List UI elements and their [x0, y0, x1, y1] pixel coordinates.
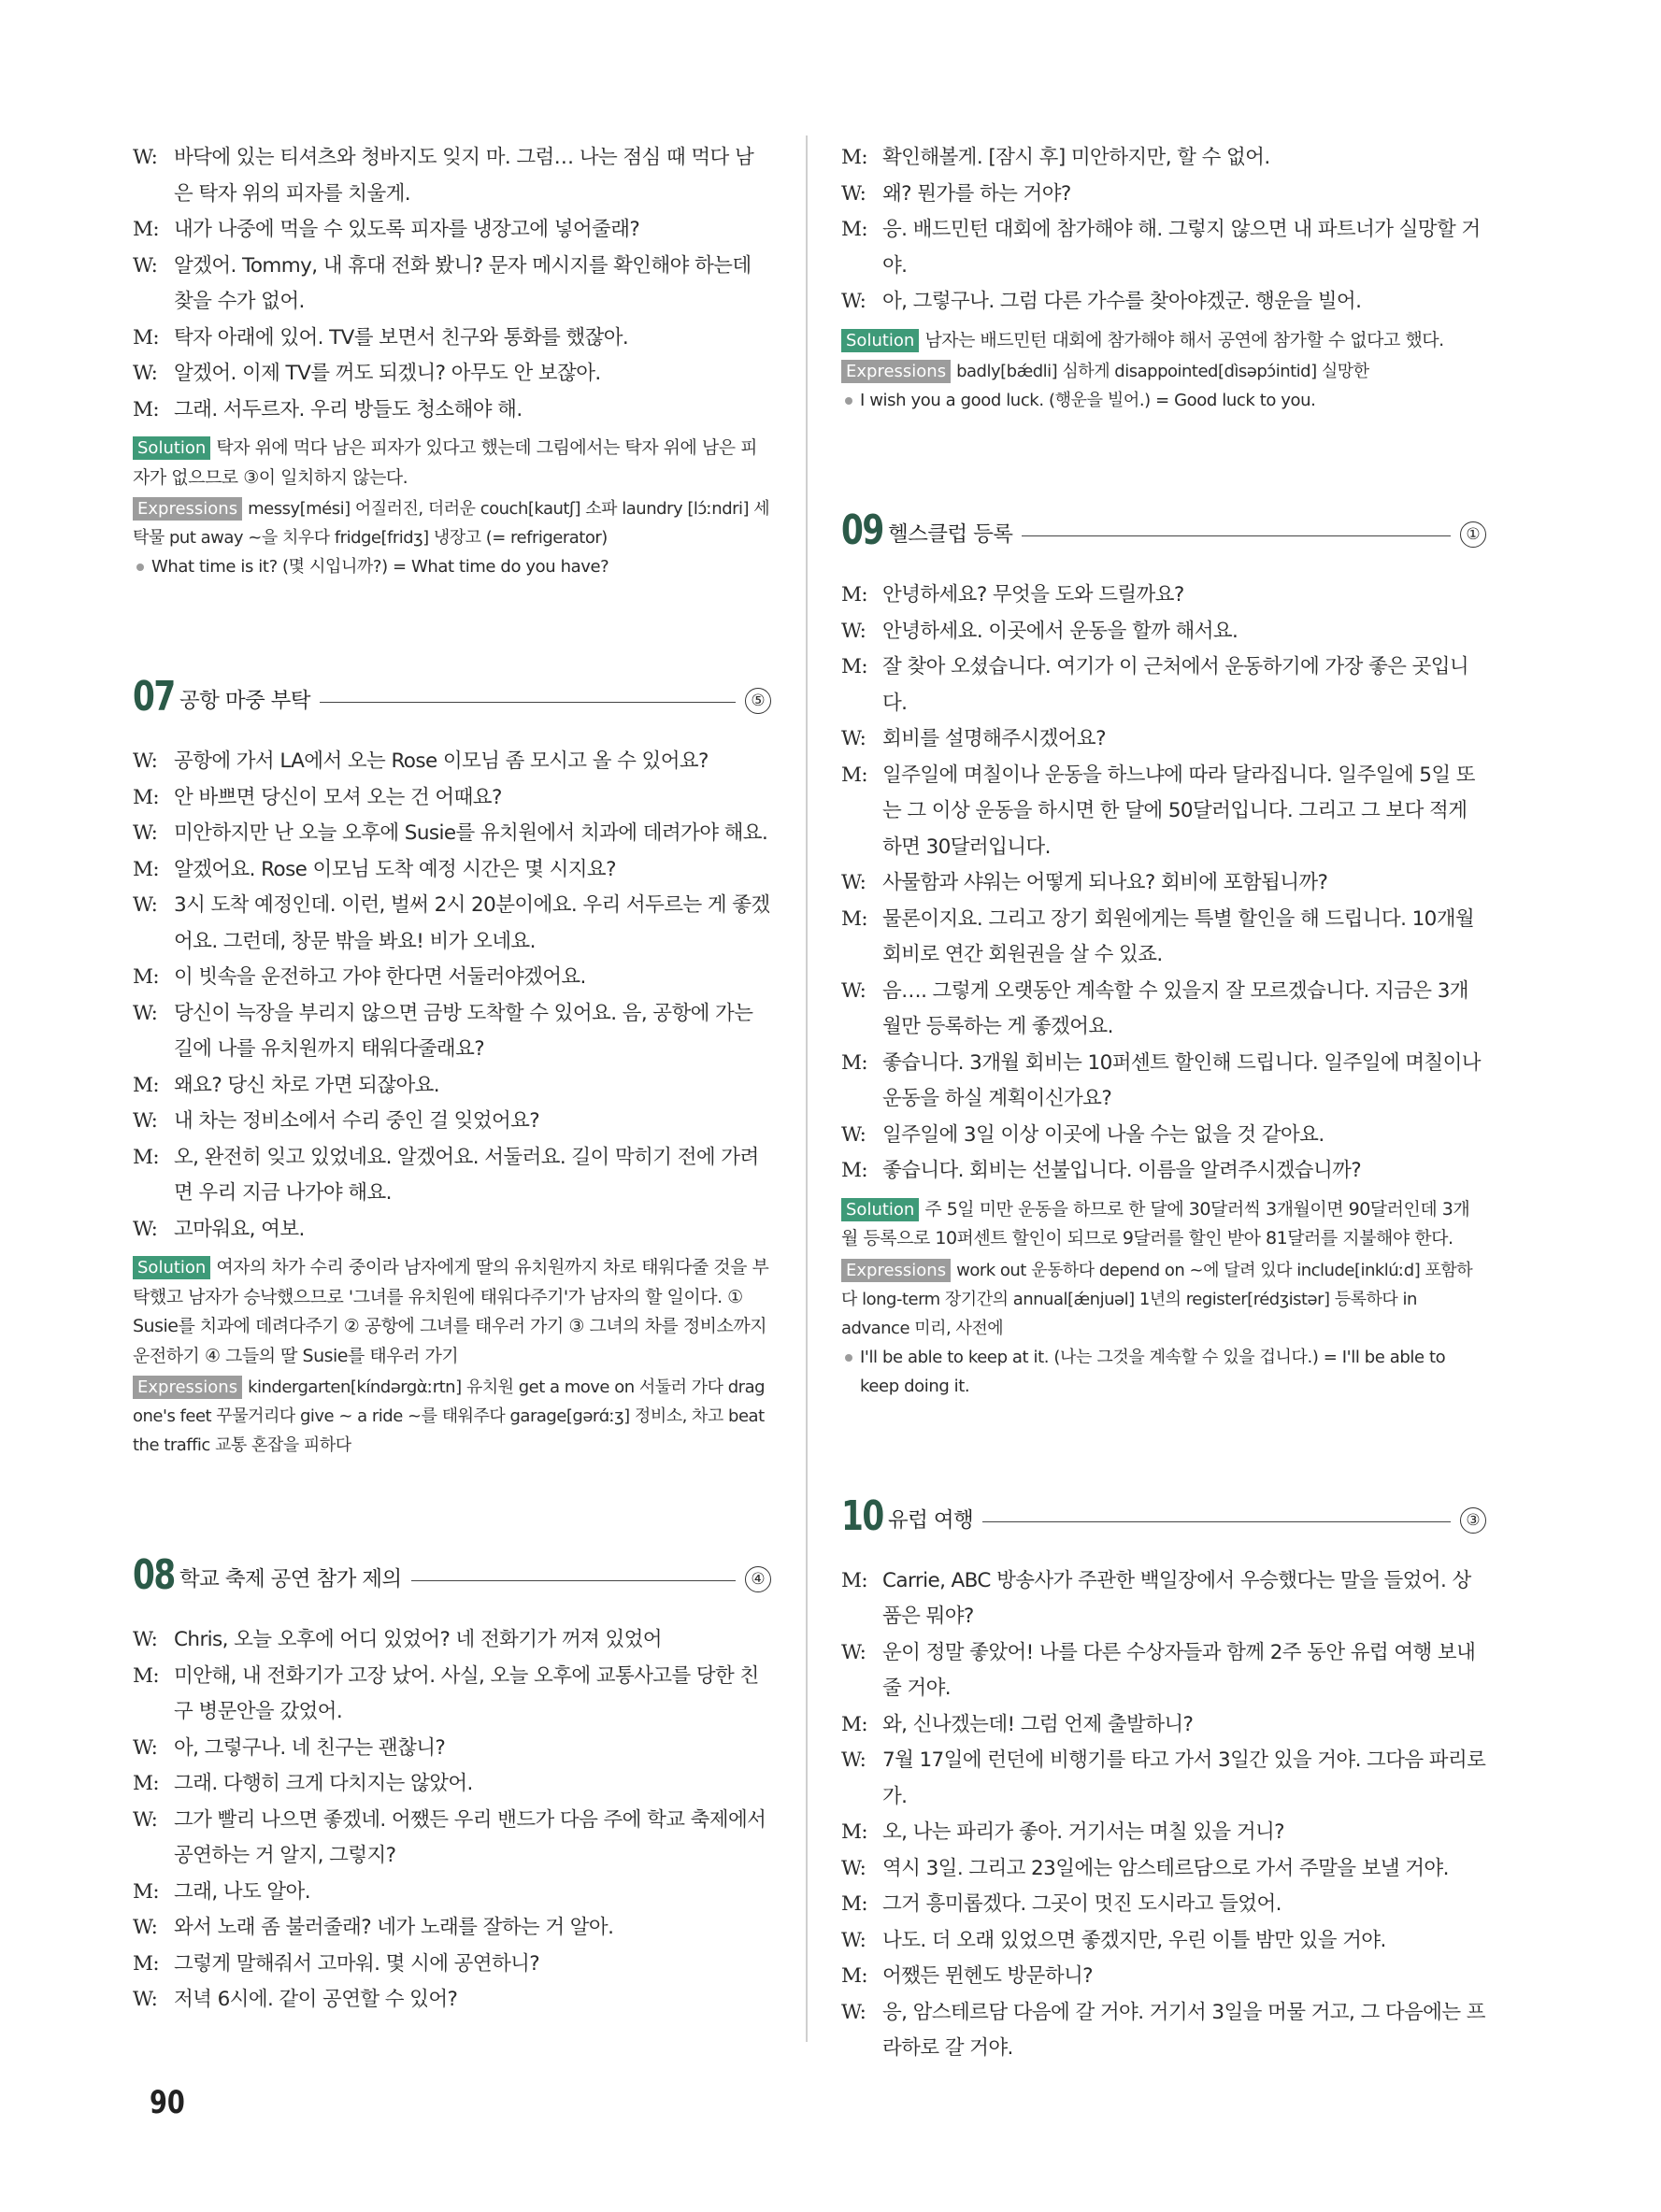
dialogue-text: 확인해볼게. [잠시 후] 미안하지만, 할 수 없어. [882, 146, 1270, 169]
dialogue-text: 그래, 나도 알아. [174, 1879, 310, 1904]
dialogue-text: 공항에 가서 LA에서 오는 Rose 이모님 좀 모시고 올 수 있어요? [174, 749, 709, 773]
dialogue-line [133, 1212, 771, 1249]
dialogue-text: 응, 암스테르담 다음에 갈 거야. 거기서 3일을 머물 거고, 그 다음에는 프라하로 갈 거야. [882, 2000, 1485, 2060]
dialogue-text: 왜요? 당신 차로 가면 되잖아요. [174, 1073, 440, 1097]
solution-08 [841, 326, 1486, 356]
speaker-label: M: [133, 1145, 160, 1169]
tip-06: What time is it? (몇 시입니까?) = What time do you have? [133, 552, 771, 581]
speaker-label: W: [133, 1628, 158, 1651]
speaker-label: W: [133, 1916, 158, 1939]
section-title: 유럽 여행 [888, 1502, 982, 1539]
dialogue-line [841, 649, 1486, 721]
section-number: 08 [133, 1551, 175, 1599]
dialogue-text: 저녁 6시에. 같이 공연할 수 있어? [174, 1988, 458, 2011]
column-divider [806, 136, 808, 2042]
speaker-label: W: [133, 253, 158, 278]
speaker-label: W: [841, 978, 866, 1003]
page-number: 90 [150, 2084, 185, 2121]
speaker-label: M: [133, 965, 160, 989]
dialogue-line [841, 177, 1486, 213]
expressions-text: messy[mési] 어질러진, 더러운 couch[kautʃ] 소파 laundry [lɔ́ːndri] 세탁물 put away ~을 치우다 fridge[fridʒ] 냉장고 (= refrigerator) [133, 499, 770, 548]
answer-badge: ④ [745, 1566, 771, 1592]
dialogue-text: 역시 3일. 그리고 23일에는 암스테르담으로 가서 주말을 보낼 거야. [882, 1856, 1449, 1880]
solution-label: Solution [841, 1198, 919, 1221]
dialogue-text: 일주일에 3일 이상 이곳에 나올 수는 없을 것 같아요. [882, 1122, 1325, 1147]
dialogue-text: 오, 나는 파리가 좋아. 거기서는 며칠 있을 거니? [882, 1820, 1284, 1844]
speaker-label: M: [841, 655, 868, 678]
dialogue-line [133, 1068, 771, 1105]
dialogue-text: 왜? 뭔가를 하는 거야? [882, 181, 1071, 206]
speaker-label: W: [841, 1640, 866, 1664]
right-column [841, 140, 1486, 2067]
speaker-label: W: [133, 749, 158, 773]
dialogue-line [133, 780, 771, 817]
dialogue-line [841, 758, 1486, 866]
expressions-09 [841, 1256, 1486, 1343]
dialogue-line [841, 284, 1486, 321]
dialogue-text: 7월 17일에 런던에 비행기를 타고 가서 3일간 있을 거야. 그다음 파리로 가. [882, 1748, 1486, 1808]
speaker-label: W: [841, 1856, 866, 1880]
dialogue-line [133, 1947, 771, 1983]
speaker-label: M: [133, 1879, 160, 1904]
section-09-header [841, 505, 1486, 557]
dialogue-line [133, 140, 771, 212]
dialogue-text: 바닥에 있는 티셔츠와 청바지도 잊지 마. 그럼… 나는 점심 때 먹다 남은 탁자 위의 피자를 치울게. [174, 146, 754, 206]
dialogue-line [133, 392, 771, 429]
dialogue-line [841, 865, 1486, 902]
speaker-label: W: [841, 1928, 866, 1952]
dialogue-text: 그거 흥미롭겠다. 그곳이 멋진 도시라고 들었어. [882, 1892, 1282, 1916]
dialogue-line [841, 1707, 1486, 1744]
dialogue-line [133, 1803, 771, 1875]
dialogue-text: 그렇게 말해줘서 고마워. 몇 시에 공연하니? [174, 1951, 540, 1976]
expressions-label: Expressions [133, 1376, 242, 1399]
dialogue-line [841, 1815, 1486, 1851]
expressions-06 [133, 494, 771, 552]
dialogue-line [841, 721, 1486, 758]
speaker-label: M: [841, 906, 868, 931]
dialogue-line [133, 1875, 771, 1911]
expressions-text: badly[bǽdli] 심하게 disappointed[dìsəpɔ́intid] 실망한 [956, 362, 1369, 381]
dialogue-line [133, 249, 771, 321]
dialogue-text: 사물함과 샤워는 어떻게 되나요? 회비에 포함됩니까? [882, 871, 1328, 894]
solution-text: 주 5일 미만 운동을 하므로 한 달에 30달러씩 3개월이면 90달러인데 3개월 등록으로 10퍼센트 할인이 되므로 9달러를 할인 받아 81달러를 지불해야 한다. [841, 1198, 1470, 1249]
dialogue-line [133, 816, 771, 852]
speaker-label: W: [133, 1735, 158, 1760]
dialogue-text: 3시 도착 예정인데. 이런, 벌써 2시 20분이에요. 우리 서두르는 게 좋겠어요. 그런데, 창문 밖을 봐요! 비가 오네요. [174, 893, 770, 953]
speaker-label: M: [133, 785, 160, 809]
tip-09: I'll be able to keep at it. (나는 그것을 계속할 수 있을 겁니다.) = I'll be able to keep doing it. [841, 1343, 1486, 1401]
dialogue-text: 안녕하세요. 이곳에서 운동을 할까 해서요. [882, 619, 1239, 643]
dialogue-text: 안 바쁘면 당신이 모셔 오는 건 어때요? [174, 785, 502, 809]
speaker-label: W: [841, 290, 866, 313]
section-08-header [133, 1549, 771, 1602]
solution-06 [133, 434, 771, 492]
dialogue-line [133, 1140, 771, 1212]
dialogue-text: 그래. 다행히 크게 다치지는 않았어. [174, 1772, 473, 1795]
dialogue-line [133, 852, 771, 889]
dialogue-line [133, 212, 771, 249]
dialogue-text: 그래. 서두르자. 우리 방들도 청소해야 해. [174, 397, 523, 421]
dialogue-line [133, 1982, 771, 2019]
speaker-label: M: [841, 146, 868, 169]
speaker-label: W: [133, 362, 158, 385]
tip-08: I wish you a good luck. (행운을 빌어.) = Good luck to you. [841, 386, 1486, 415]
dialogue-text: 알겠어. Tommy, 내 휴대 전화 봤니? 문자 메시지를 확인해야 하는데 찾을 수가 없어. [174, 253, 752, 313]
dialogue-line [133, 321, 771, 357]
dialogue-line [133, 1766, 771, 1803]
speaker-label: W: [841, 181, 866, 206]
dialogue-text: 아, 그렇구나. 네 친구는 괜찮니? [174, 1735, 446, 1760]
dialogue-09 [841, 578, 1486, 1190]
speaker-label: W: [841, 1748, 866, 1772]
speaker-label: M: [841, 1568, 868, 1592]
dialogue-text: 알겠어요. Rose 이모님 도착 예정 시간은 몇 시지요? [174, 857, 616, 881]
section-title: 헬스클럽 등록 [888, 516, 1022, 553]
speaker-label: W: [841, 1122, 866, 1147]
speaker-label: M: [841, 583, 868, 607]
dialogue-line [841, 974, 1486, 1046]
speaker-label: M: [133, 1663, 160, 1688]
dialogue-line [133, 1104, 771, 1140]
expressions-label: Expressions [133, 497, 242, 521]
dialogue-text: 이 빗속을 운전하고 가야 한다면 서둘러야겠어요. [174, 965, 586, 989]
dialogue-line [133, 1910, 771, 1947]
dialogue-07 [133, 744, 771, 1248]
dialogue-line [841, 1118, 1486, 1154]
dialogue-06-end [133, 140, 771, 428]
dialogue-08-end [841, 140, 1486, 321]
dialogue-text: 음…. 그렇게 오랫동안 계속할 수 있을지 잘 모르겠습니다. 지금은 3개월만 등록하는 게 좋겠어요. [882, 978, 1468, 1038]
dialogue-text: 그가 빨리 나으면 좋겠네. 어쨌든 우리 밴드가 다음 주에 학교 축제에서 공연하는 거 알지, 그렇지? [174, 1807, 766, 1867]
dialogue-line [841, 1046, 1486, 1118]
dialogue-text: 물론이지요. 그리고 장기 회원에게는 특별 할인을 해 드립니다. 10개월 회비로 연간 회원권을 살 수 있죠. [882, 906, 1475, 966]
dialogue-text: 고마워요, 여보. [174, 1217, 305, 1241]
dialogue-line [133, 1622, 771, 1659]
expressions-07 [133, 1373, 771, 1460]
expressions-label: Expressions [841, 360, 951, 383]
solution-07 [133, 1253, 771, 1371]
dialogue-line [841, 578, 1486, 614]
speaker-label: M: [133, 397, 160, 421]
dialogue-text: 내가 나중에 먹을 수 있도록 피자를 냉장고에 넣어줄래? [174, 218, 640, 241]
dialogue-line [841, 1563, 1486, 1635]
section-number: 10 [841, 1491, 883, 1540]
speaker-label: M: [841, 1892, 868, 1916]
dialogue-text: 잘 찾아 오셨습니다. 여기가 이 근처에서 운동하기에 가장 좋은 곳입니다. [882, 655, 1469, 715]
speaker-label: M: [133, 1951, 160, 1976]
dialogue-line [841, 1959, 1486, 1995]
speaker-label: M: [133, 325, 160, 350]
speaker-label: M: [841, 1820, 868, 1844]
dialogue-text: 좋습니다. 회비는 선불입니다. 이름을 알려주시겠습니까? [882, 1159, 1362, 1182]
dialogue-text: 미안해, 내 전화기가 고장 났어. 사실, 오늘 오후에 교통사고를 당한 친구 병문안을 갔었어. [174, 1663, 759, 1723]
expressions-text: kindergarten[kíndərgὰːrtn] 유치원 get a move on 서둘러 가다 drag one's feet 꾸물거리다 give ~ a ride ~를 태워주다 garage[gərɑ́ːʒ] 정비소, 차고 beat the traffic 교통 혼잡을 피하다 [133, 1377, 766, 1455]
expressions-label: Expressions [841, 1259, 951, 1282]
dialogue-text: 운이 정말 좋았어! 나를 다른 수상자들과 함께 2주 동안 유럽 여행 보내줄 거야. [882, 1640, 1476, 1700]
speaker-label: W: [841, 619, 866, 643]
speaker-label: M: [841, 1964, 868, 1988]
dialogue-text: 와서 노래 좀 불러줄래? 네가 노래를 잘하는 거 알아. [174, 1916, 614, 1939]
section-10-header [841, 1491, 1486, 1543]
speaker-label: M: [841, 218, 868, 241]
dialogue-08 [133, 1622, 771, 2019]
speaker-label: W: [133, 1109, 158, 1133]
section-number: 07 [133, 673, 175, 721]
speaker-label: M: [133, 1073, 160, 1097]
section-07-header [133, 671, 771, 723]
answer-badge: ③ [1460, 1507, 1486, 1534]
dialogue-line [133, 1659, 771, 1731]
solution-label: Solution [133, 1256, 210, 1279]
dialogue-line [841, 1635, 1486, 1707]
speaker-label: M: [841, 763, 868, 787]
speaker-label: M: [841, 1159, 868, 1182]
speaker-label: M: [841, 1712, 868, 1736]
dialogue-line [841, 1153, 1486, 1190]
dialogue-line [133, 888, 771, 960]
dialogue-text: 오, 완전히 잊고 있었네요. 알겠어요. 서둘러요. 길이 막히기 전에 가려면 우리 지금 나가야 해요. [174, 1145, 759, 1205]
dialogue-text: 좋습니다. 3개월 회비는 10퍼센트 할인해 드립니다. 일주일에 며칠이나 운동을 하실 계획이신가요? [882, 1050, 1481, 1110]
dialogue-text: 와, 신나겠는데! 그럼 언제 출발하니? [882, 1712, 1194, 1736]
speaker-label: W: [133, 893, 158, 917]
dialogue-text: 회비를 설명해주시겠어요? [882, 727, 1106, 750]
dialogue-line [841, 1995, 1486, 2067]
speaker-label: W: [133, 821, 158, 845]
speaker-label: M: [133, 857, 160, 881]
section-title: 공항 마중 부탁 [179, 682, 320, 720]
dialogue-text: 탁자 아래에 있어. TV를 보면서 친구와 통화를 했잖아. [174, 325, 629, 350]
speaker-label: W: [841, 871, 866, 894]
speaker-label: M: [841, 1050, 868, 1075]
answer-badge: ① [1460, 521, 1486, 548]
dialogue-line [841, 614, 1486, 650]
speaker-label: W: [133, 1988, 158, 2011]
dialogue-line [133, 356, 771, 392]
dialogue-text: 안녕하세요? 무엇을 도와 드릴까요? [882, 583, 1184, 607]
answer-badge: ⑤ [745, 688, 771, 714]
speaker-label: W: [841, 2000, 866, 2024]
dialogue-text: 어쨌든 뮌헨도 방문하니? [882, 1964, 1093, 1988]
dialogue-text: 아, 그렇구나. 그럼 다른 가수를 찾아야겠군. 행운을 빌어. [882, 290, 1362, 313]
dialogue-line [841, 1887, 1486, 1923]
dialogue-line [841, 902, 1486, 974]
solution-label: Solution [133, 436, 210, 460]
dialogue-text: 내 차는 정비소에서 수리 중인 걸 잊었어요? [174, 1109, 540, 1133]
expressions-08 [841, 357, 1486, 386]
solution-09 [841, 1195, 1486, 1254]
dialogue-text: 나도. 더 오래 있었으면 좋겠지만, 우린 이틀 밤만 있을 거야. [882, 1928, 1386, 1952]
speaker-label: W: [133, 1001, 158, 1025]
dialogue-text: Carrie, ABC 방송사가 주관한 백일장에서 우승했다는 말을 들었어. 상품은 뭐야? [882, 1568, 1471, 1628]
dialogue-line [133, 996, 771, 1068]
dialogue-text: 알겠어. 이제 TV를 꺼도 되겠니? 아무도 안 보잖아. [174, 362, 601, 385]
dialogue-text: 미안하지만 난 오늘 오후에 Susie를 유치원에서 치과에 데려가야 해요. [174, 821, 768, 845]
dialogue-line [841, 1851, 1486, 1888]
dialogue-line [841, 1923, 1486, 1960]
speaker-label: W: [133, 1807, 158, 1832]
speaker-label: W: [133, 1217, 158, 1241]
dialogue-text: Chris, 오늘 오후에 어디 있었어? 네 전화기가 꺼져 있었어 [174, 1628, 662, 1651]
dialogue-text: 당신이 늑장을 부리지 않으면 금방 도착할 수 있어요. 음, 공항에 가는 길에 나를 유치원까지 태워다줄래요? [174, 1001, 753, 1061]
solution-label: Solution [841, 329, 919, 352]
speaker-label: M: [133, 1772, 160, 1795]
solution-text: 남자는 배드민턴 대회에 참가해야 해서 공연에 참가할 수 없다고 했다. [924, 329, 1444, 350]
expressions-text: work out 운동하다 depend on ~에 달려 있다 include[inklúːd] 포함하다 long-term 장기간의 annual[ǽnjuəl] 1년의 register[rédʒistər] 등록하다 in advance 미리, 사전에 [841, 1260, 1473, 1338]
dialogue-line [133, 744, 771, 780]
speaker-label: M: [133, 218, 160, 241]
dialogue-text: 응. 배드민턴 대회에 참가해야 해. 그렇지 않으면 내 파트너가 실망할 거야. [882, 218, 1481, 278]
speaker-label: W: [133, 146, 158, 169]
dialogue-line [841, 140, 1486, 177]
dialogue-line [133, 960, 771, 996]
speaker-label: W: [841, 727, 866, 750]
left-column [133, 140, 771, 2019]
dialogue-line [841, 212, 1486, 284]
dialogue-line [133, 1731, 771, 1767]
dialogue-line [841, 1743, 1486, 1815]
solution-text: 탁자 위에 먹다 남은 피자가 있다고 했는데 그림에서는 탁자 위에 남은 피자가 없으므로 ③이 일치하지 않는다. [133, 437, 758, 488]
section-number: 09 [841, 507, 883, 554]
dialogue-text: 일주일에 며칠이나 운동을 하느냐에 따라 달라집니다. 일주일에 5일 또는 그 이상 운동을 하시면 한 달에 50달러입니다. 그리고 그 보다 적게 하면 30달러입니다. [882, 763, 1475, 859]
section-title: 학교 축제 공연 참가 제의 [179, 1561, 411, 1598]
solution-text: 여자의 차가 수리 중이라 남자에게 딸의 유치원까지 차로 태워다줄 것을 부탁했고 남자가 승낙했으므로 '그녀를 유치원에 태워다주기'가 남자의 할 일이다. ① Susie를 치과에 데려다주기 ② 공항에 그녀를 태우러 가기 ③ 그녀의 차를 정비소까지 운전하기 ④ 그들의 딸 Susie를 태우러 가기 [133, 1257, 769, 1366]
dialogue-10 [841, 1563, 1486, 2067]
